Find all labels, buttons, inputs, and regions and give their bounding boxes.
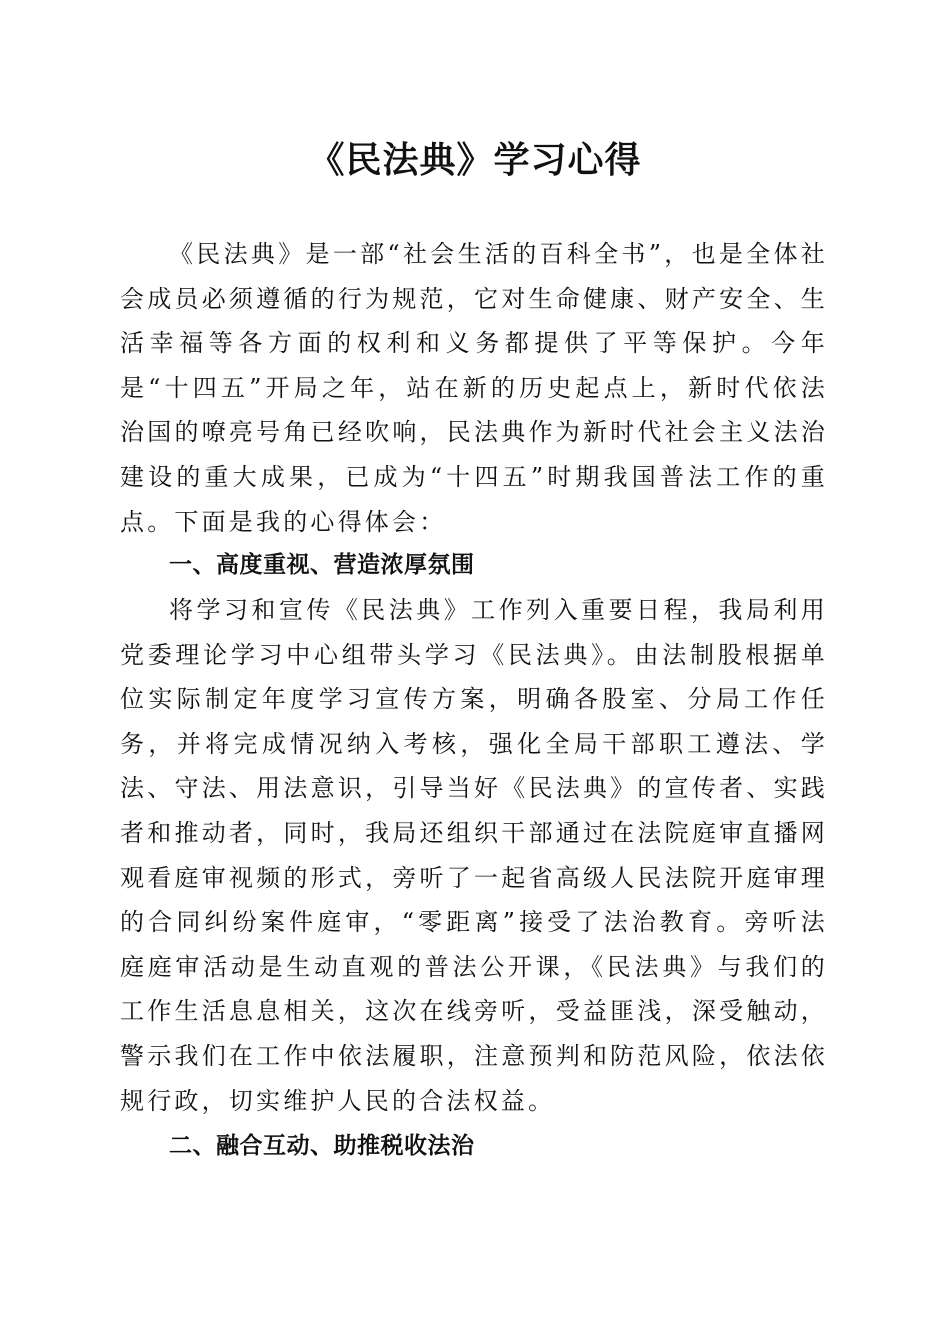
section-heading-two: 二、融合互动、助推税收法治 [169, 1133, 475, 1159]
section-heading-one: 一、高度重视、营造浓厚氛围 [169, 552, 475, 578]
intro-paragraph: 《民法典》是一部“社会生活的百科全书”，也是全体社会成员必须遵循的行为规范，它对生命健康、财产安全、生活幸福等各方面的权利和义务都提供了平等保护。今年是“十四五”开局之年，站在新的历史起点上，新时代依法治国的嘹亮号角已经吹响，民法典作为新时代社会主义法治建设的重大成果，已成为“十四五”时期我国普法工作的重点。下面是我的心得体会： [120, 240, 828, 536]
section-one-paragraph: 将学习和宣传《民法典》工作列入重要日程，我局利用党委理论学习中心组带头学习《民法典》。由法制股根据单位实际制定年度学习宣传方案，明确各股室、分局工作任务，并将完成情况纳入考核，强化全局干部职工遵法、学法、守法、用法意识，引导当好《民法典》的宣传者、实践者和推动者，同时，我局还组织干部通过在法院庭审直播网观看庭审视频的形式，旁听了一起省高级人民法院开庭审理的合同纠纷案件庭审，“零距离”接受了法治教育。旁听法庭庭审活动是生动直观的普法公开课，《民法典》与我们的工作生活息息相关，这次在线旁听，受益匪浅，深受触动，警示我们在工作中依法履职，注意预判和防范风险，依法依规行政，切实维护人民的合法权益。 [120, 596, 828, 1115]
document-title: 《民法典》学习心得 [308, 139, 642, 181]
